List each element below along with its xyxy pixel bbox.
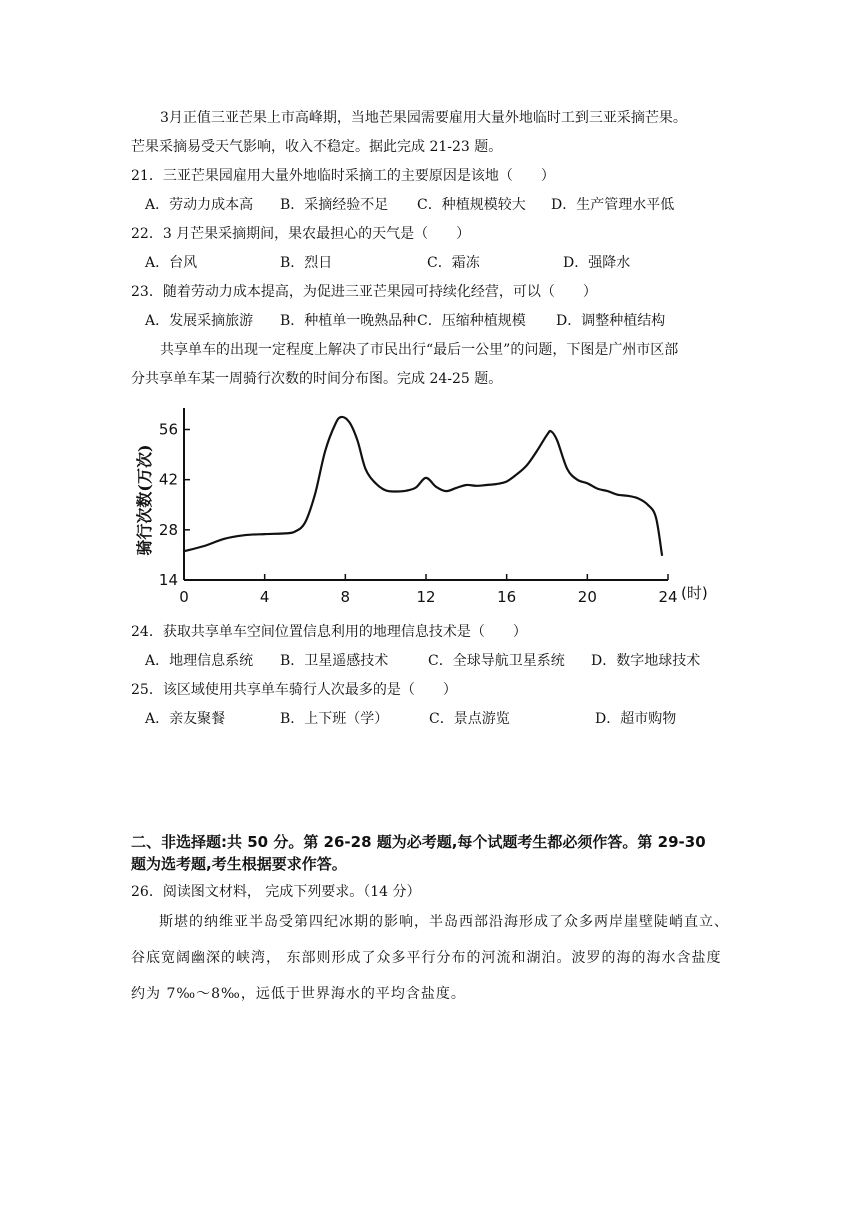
option-a: A．地理信息系统 bbox=[145, 653, 254, 669]
x-tick-label: 20 bbox=[577, 588, 597, 606]
x-tick-label: 4 bbox=[259, 588, 270, 606]
option-c: C．霜冻 bbox=[427, 255, 480, 271]
y-tick-label: 14 bbox=[158, 571, 178, 589]
option-a: A．劳动力成本高 bbox=[145, 197, 254, 213]
option-c: C．景点游览 bbox=[429, 711, 510, 727]
option-b: B．采摘经验不足 bbox=[280, 197, 389, 213]
option-d: D．强降水 bbox=[563, 255, 631, 271]
intro-paragraph-line: 分共享单车某一周骑行次数的时间分布图。完成 24-25 题。 bbox=[131, 371, 503, 387]
x-tick-label: 12 bbox=[416, 588, 436, 606]
option-d: D．调整种植结构 bbox=[556, 313, 666, 329]
option-b: B．卫星遥感技术 bbox=[280, 653, 389, 669]
option-a: A．亲友聚餐 bbox=[145, 711, 226, 727]
x-tick-label: 0 bbox=[179, 588, 189, 606]
x-tick-label: 16 bbox=[497, 588, 517, 606]
section-heading-line: 题为选考题,考生根据要求作答。 bbox=[131, 855, 347, 873]
option-b: B．上下班（学） bbox=[280, 711, 389, 727]
y-axis-label: 骑行次数(万次) bbox=[135, 444, 154, 556]
option-c: C．全球导航卫星系统 bbox=[428, 653, 565, 669]
series-line bbox=[184, 417, 662, 555]
option-d: D．数字地球技术 bbox=[591, 653, 701, 669]
question-23-stem: 23．随着劳动力成本提高，为促进三亚芒果园可持续化经营，可以（ ） bbox=[131, 284, 597, 300]
section-heading-line: 二、非选择题:共 50 分。第 26-28 题为必考题,每个试题考生都必须作答。第 29-30 bbox=[131, 833, 706, 851]
x-tick-label: 24 bbox=[658, 588, 678, 606]
y-tick-label: 56 bbox=[158, 420, 178, 439]
option-a: A．发展采摘旅游 bbox=[145, 313, 254, 329]
question-26-passage: 斯堪的纳维亚半岛受第四纪冰期的影响，半岛西部沿海形成了众多两岸崖壁陡峭直立、 谷底宽阔幽深的峡湾， 东部则形成了众多平行分布的河流和湖泊。波罗的海的海水含盐度约为 7‰～8‰，远低于世界海水的平均含盐度。 bbox=[131, 914, 729, 1002]
x-axis-unit-label: (时) bbox=[681, 584, 708, 602]
question-21-stem: 21．三亚芒果园雇用大量外地临时采摘工的主要原因是该地（ ） bbox=[131, 168, 555, 184]
option-d: D．超市购物 bbox=[595, 711, 677, 727]
option-b: B．烈日 bbox=[280, 255, 333, 271]
question-25-stem: 25．该区域使用共享单车骑行人次最多的是（ ） bbox=[131, 682, 457, 698]
question-24-stem: 24．获取共享单车空间位置信息利用的地理信息技术是（ ） bbox=[131, 624, 527, 640]
x-tick-label: 8 bbox=[340, 588, 351, 606]
question-22-stem: 22．3 月芒果采摘期间，果农最担心的天气是（ ） bbox=[131, 226, 471, 242]
option-c: C．种植规模较大 bbox=[417, 197, 526, 213]
intro-paragraph-line: 共享单车的出现一定程度上解决了市民出行“最后一公里”的问题，下图是广州市区部 bbox=[160, 342, 679, 358]
intro-paragraph-line: 芒果采摘易受天气影响，收入不稳定。据此完成 21-23 题。 bbox=[131, 139, 503, 155]
option-c: C．压缩种植规模 bbox=[417, 313, 526, 329]
option-d: D．生产管理水平低 bbox=[551, 197, 675, 213]
bike-rides-chart bbox=[128, 400, 728, 612]
question-26-stem: 26．阅读图文材料， 完成下列要求。（14 分） bbox=[131, 884, 421, 900]
option-b: B．种植单一晚熟品种 bbox=[280, 313, 417, 329]
intro-paragraph-line: 3月正值三亚芒果上市高峰期，当地芒果园需要雇用大量外地临时工到三亚采摘芒果。 bbox=[160, 110, 687, 126]
y-tick-label: 42 bbox=[158, 470, 178, 489]
option-a: A．台风 bbox=[145, 255, 198, 271]
y-tick-label: 28 bbox=[158, 520, 178, 539]
